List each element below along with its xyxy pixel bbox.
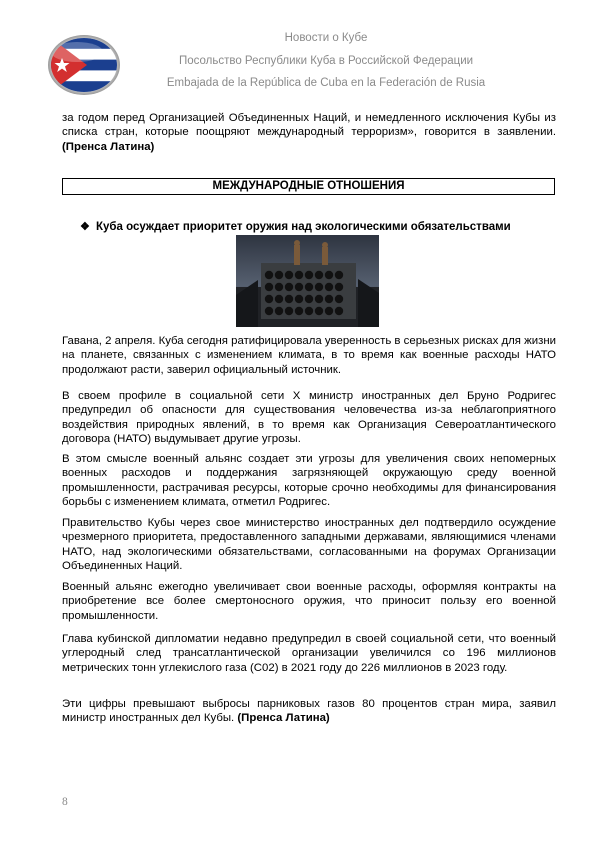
header-embassy-ru: Посольство Республики Куба в Российской Федерации xyxy=(178,55,474,67)
article-paragraph-7 xyxy=(62,697,556,726)
article-photo xyxy=(236,235,379,327)
previous-article-source: (Пренса Латина) xyxy=(62,140,155,153)
article-paragraph-6: Глава кубинской дипломатии недавно предупредил в своей социальной сети, что военный углеродный след трансатлантической организации увеличился со 196 миллионов метрических тонн углекислого газа (С02) в 2021 году до 226 миллионов в 2023 году. xyxy=(62,633,556,674)
article-paragraph-1: Гавана, 2 апреля. Куба сегодня ратифицировала уверенность в серьезных рисках для жизни на планете, связанных с изменением климата, в то время как военные расходы НАТО продолжают расти, заверил официальный источник. xyxy=(62,335,556,376)
page-header xyxy=(0,0,593,100)
header-embassy-es: Embajada de la República de Cuba en la Federación de Rusia xyxy=(166,77,486,89)
previous-article-ending xyxy=(62,111,556,154)
section-heading: МЕЖДУНАРОДНЫЕ ОТНОШЕНИЯ xyxy=(62,178,555,195)
article-last-text: Эти цифры превышают выбросы парниковых газов 80 процентов стран мира, заявил министр иностранных дел Кубы. xyxy=(62,698,556,725)
diamond-bullet-icon: ❖ xyxy=(80,221,90,233)
page-number: 8 xyxy=(62,796,68,808)
article-title-text: Куба осуждает приоритет оружия над экологическими обязательствами xyxy=(96,221,511,233)
cuba-flag-logo xyxy=(47,34,121,96)
article-paragraph-2: В своем профиле в социальной сети X министр иностранных дел Бруно Родригес предупредил об опасности для существования человечества из-за неблагоприятного воздействия природных явлений, в то время как Организация Североатлантического договора (НАТО) выдумывает другие угрозы. xyxy=(62,390,556,446)
article-paragraph-3: В этом смысле военный альянс создает эти угрозы для увеличения своих непомерных военных расходов и поддержания загрязняющей окружающую среду военной промышленности, растрачивая ресурсы, которые срочно необходимы для финансирования борьбы с изменением климата, отметил Родригес. xyxy=(62,453,556,509)
previous-article-text: за годом перед Организацией Объединенных Наций, и немедленного исключения Кубы из списка стран, которые поощряют международный терроризм», говорится в заявлении. xyxy=(62,112,556,139)
article-paragraph-4: Правительство Кубы через свое министерство иностранных дел подтвердило осуждение чрезмерного приоритета, предоставленного западными державами, являющимися членами НАТО, над экологическими обязательствами, согласованными на форумах Организации Объединенных Наций. xyxy=(62,517,556,573)
header-title: Новости о Кубе xyxy=(284,32,368,44)
article-paragraph-5: Военный альянс ежегодно увеличивает свои военные расходы, оформляя контракты на приобретение все более смертоносного оружия, что приносит пользу его военной промышленности. xyxy=(62,581,556,622)
article-source: (Пренса Латина) xyxy=(237,712,330,725)
article-title xyxy=(80,220,560,233)
